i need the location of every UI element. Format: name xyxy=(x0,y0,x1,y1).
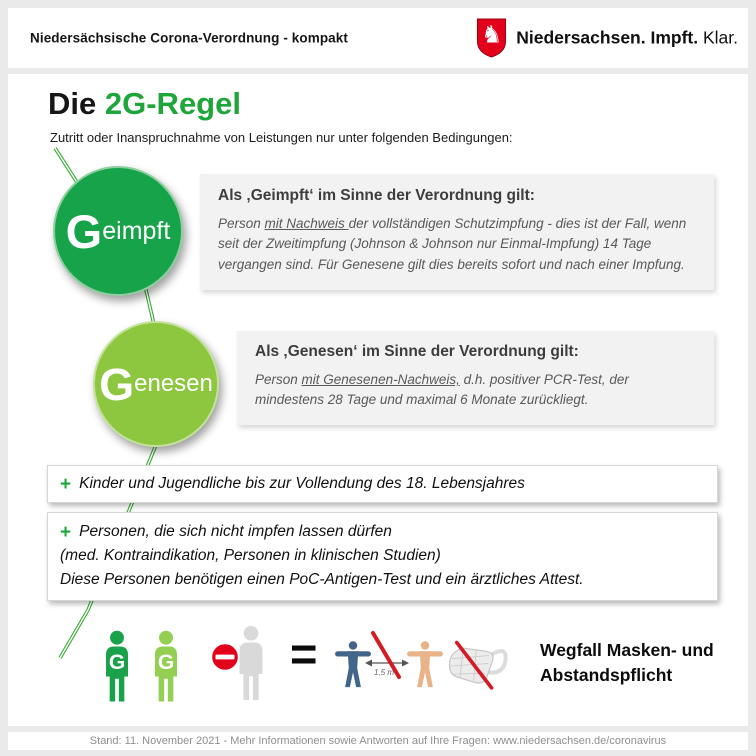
person-vaccinated-icon xyxy=(95,628,139,706)
red-slash-icon xyxy=(368,630,404,680)
g-letter-label: G xyxy=(108,651,126,674)
page-subtitle: Zutritt oder Inanspruchnahme von Leistungen nur unter folgenden Bedingungen: xyxy=(50,130,513,145)
geimpft-definition-body xyxy=(218,214,696,275)
main-content xyxy=(8,74,748,726)
distance-rule-crossed-icon xyxy=(334,630,446,708)
plus-icon: + xyxy=(60,521,72,543)
exception-medical-line2-row xyxy=(60,544,717,568)
plus-icon: + xyxy=(60,473,72,495)
geimpft-body-post: der vollständigen Schutzimpfung - dies ist der Fall, wenn seit der Zweitimpfung (Johnson & Johnson nur Einmal-Impfung) 14 Tage vergangen sind. Für Genesene gilt dies bereits sofort und nach einer Impfung. xyxy=(218,216,687,272)
page-title xyxy=(48,86,241,122)
exception-medical-line1: Personen, die sich nicht impfen lassen dürfen xyxy=(79,523,392,540)
no-entry-icon xyxy=(210,642,240,672)
badge-geimpft-rest: eimpft xyxy=(102,216,171,245)
result-line2: Abstandspflicht xyxy=(540,665,673,685)
badge-genesen-rest: enesen xyxy=(134,370,213,397)
genesen-definition-heading: Als ‚Genesen‘ im Sinne der Verordnung gilt: xyxy=(255,343,579,360)
result-text xyxy=(540,638,750,688)
exception-medical-line3-row xyxy=(60,568,717,592)
exception-medical-line1-row xyxy=(60,520,717,544)
genesen-definition-box xyxy=(237,331,714,425)
genesen-definition-body xyxy=(255,370,696,411)
exception-minors-box xyxy=(47,465,718,503)
document-title: Niedersächsische Corona-Verordnung - kompakt xyxy=(30,30,348,46)
niedersachsen-shield-icon xyxy=(476,18,507,59)
distance-label: 1,5 m xyxy=(374,668,395,677)
g-letter-label: G xyxy=(157,651,175,674)
footer-bar xyxy=(8,732,748,750)
footer-text: Stand: 11. November 2021 - Mehr Informationen sowie Antworten auf Ihre Fragen: www.niedersachsen.de/coronavirus xyxy=(89,735,667,747)
genesen-body-post: d.h. positiver PCR-Test, der mindestens 28 Tage und maximal 6 Monate zurückliegt. xyxy=(255,372,629,408)
brand-wordmark xyxy=(516,28,738,49)
mask-crossed-icon xyxy=(443,634,511,698)
title-word-die: Die xyxy=(48,86,97,121)
result-line1: Wegfall Masken- und xyxy=(540,640,714,660)
title-word-2g-regel: 2G-Regel xyxy=(104,86,241,121)
genesen-body-underlined: mit Genesenen-Nachweis, xyxy=(301,372,460,387)
brand-regular-text: Klar. xyxy=(698,27,738,48)
geimpft-definition-box xyxy=(200,174,714,290)
equals-sign: = xyxy=(290,627,318,680)
exception-medical-line2: (med. Kontraindikation, Personen in klinischen Studien) xyxy=(60,547,441,565)
badge-geimpft-initial: G xyxy=(65,204,103,258)
face-mask-icon xyxy=(443,634,511,698)
badge-genesen xyxy=(93,321,219,447)
brand-bold-text: Niedersachsen. Impft. xyxy=(516,27,699,48)
geimpft-definition-heading: Als ‚Geimpft‘ im Sinne der Verordnung gilt: xyxy=(218,187,535,204)
exception-medical-box xyxy=(47,512,718,601)
brand-logo-group xyxy=(476,18,738,59)
badge-geimpft xyxy=(53,166,183,296)
geimpft-body-pre: Person xyxy=(218,216,265,231)
geimpft-body-underlined: mit Nachweis xyxy=(264,216,349,231)
person-denied-icon xyxy=(210,624,300,706)
person-recovered-icon xyxy=(144,628,188,706)
saxon-steed-horse-icon: ♞ xyxy=(480,21,503,49)
exception-minors-text: Kinder und Jugendliche bis zur Vollendung des 18. Lebensjahres xyxy=(79,475,525,492)
header-bar xyxy=(8,8,748,68)
person-arms-out-right-icon xyxy=(406,632,444,698)
genesen-body-pre: Person xyxy=(255,372,302,387)
exception-medical-line3: Diese Personen benötigen einen PoC-Antigen-Test und ein ärztliches Attest. xyxy=(60,571,584,589)
badge-genesen-initial: G xyxy=(99,358,135,410)
